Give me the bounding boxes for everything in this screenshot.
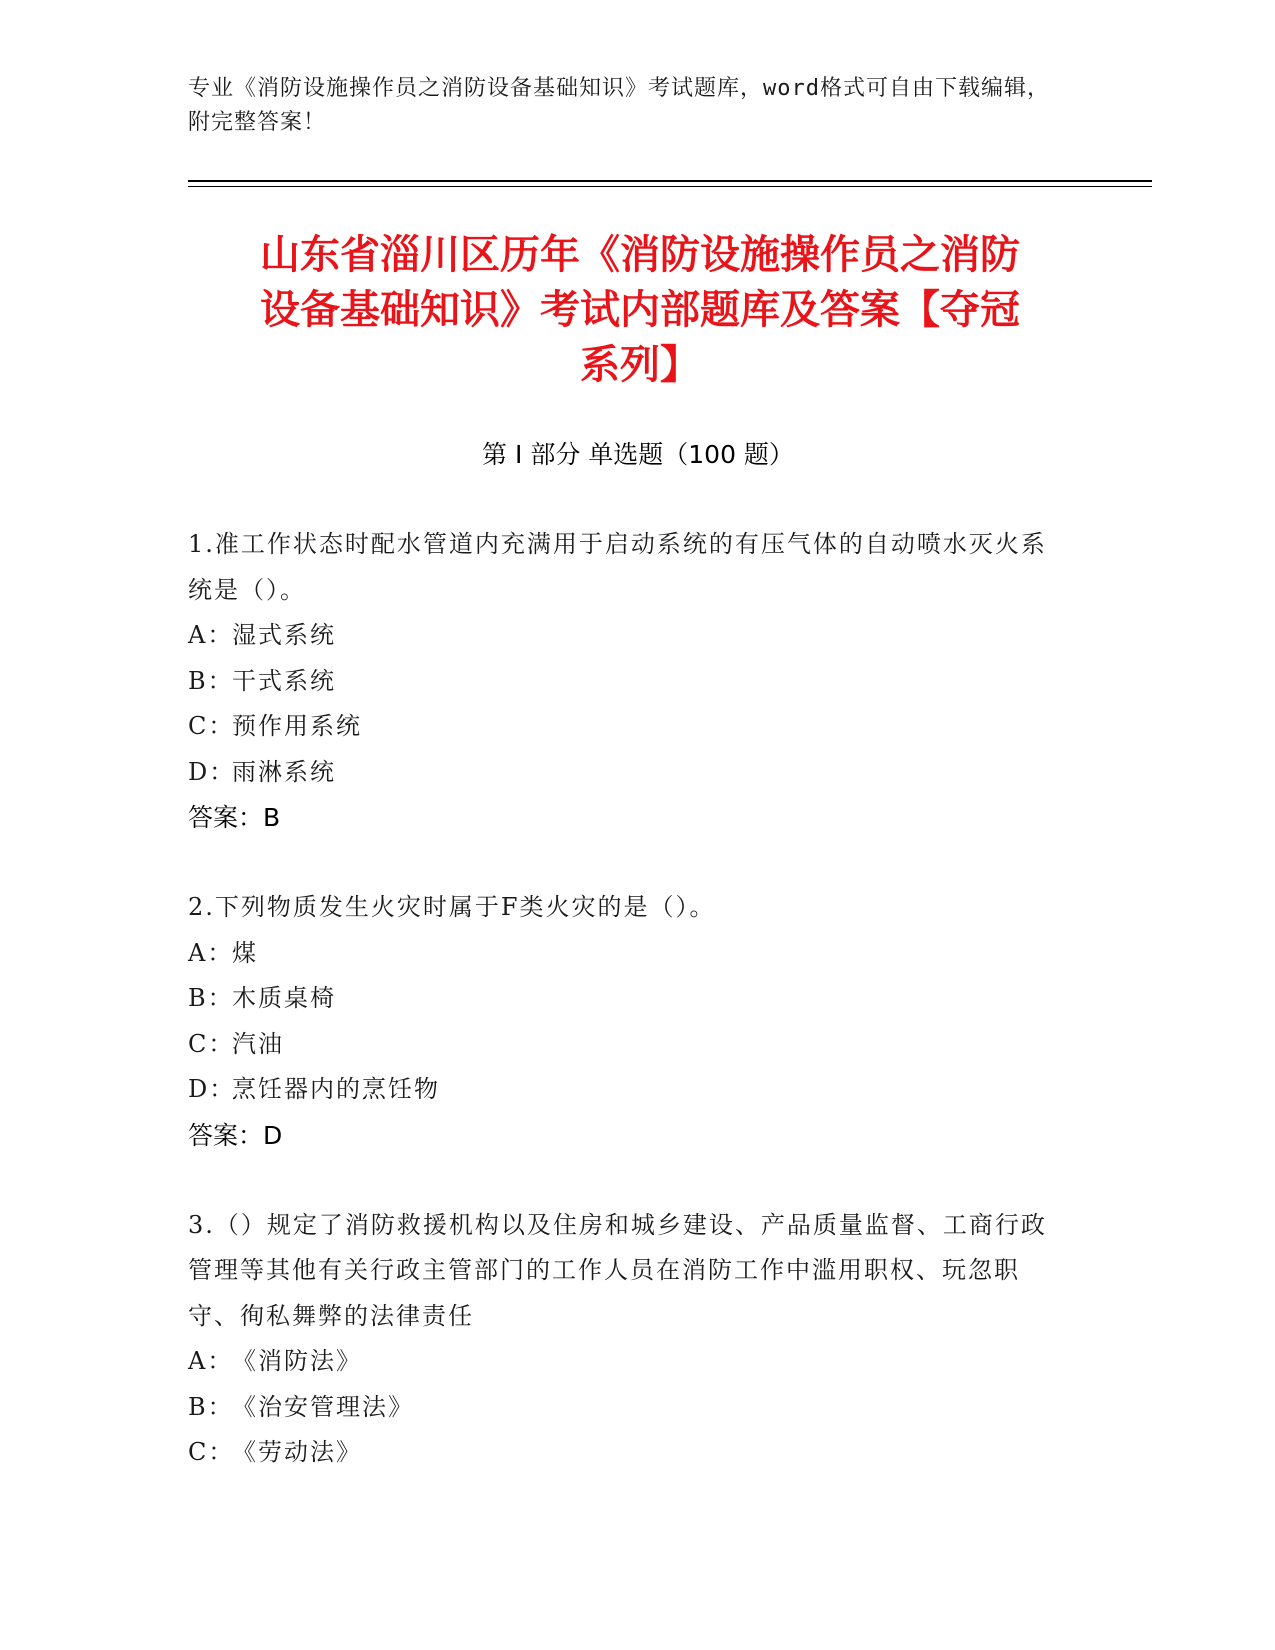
option-c	[188, 1430, 1068, 1476]
question-list	[188, 522, 1068, 1520]
option-text: 木质桌椅	[232, 984, 336, 1012]
question-1	[188, 522, 1068, 841]
question-stem: 1.准工作状态时配水管道内充满用于启动系统的有压气体的自动喷水灭火系统是（）。	[188, 530, 1047, 604]
option-b	[188, 1385, 1068, 1431]
option-d	[188, 1067, 1068, 1113]
answer-line: 答案：B	[188, 803, 281, 832]
document-title	[180, 228, 1100, 393]
option-key: C：	[188, 1029, 235, 1058]
option-text: 《治安管理法》	[232, 1392, 414, 1421]
answer-line: 答案：D	[188, 1120, 283, 1150]
option-text: 《消防法》	[232, 1347, 362, 1375]
option-key: C：	[188, 712, 235, 740]
option-d	[188, 750, 1068, 796]
option-a	[188, 1339, 1068, 1385]
option-text: 干式系统	[232, 666, 336, 695]
option-text: 烹饪器内的烹饪物	[232, 1075, 440, 1103]
option-text: 煤	[232, 938, 258, 967]
option-text: 汽油	[232, 1029, 284, 1058]
option-key: A：	[188, 1347, 234, 1375]
option-c	[188, 1022, 1068, 1068]
header-rule-thin	[188, 186, 1152, 187]
option-b	[188, 659, 1068, 705]
section-heading: 第 I 部分 单选题（100 题）	[482, 440, 794, 469]
question-stem: 3.（）规定了消防救援机构以及住房和城乡建设、产品质量监督、工商行政管理等其他有关行政主管部门的工作人员在消防工作中滥用职权、玩忽职守、徇私舞弊的法律责任	[188, 1210, 1047, 1330]
question-2	[188, 885, 1068, 1159]
option-a	[188, 613, 1068, 659]
option-key: D：	[188, 757, 236, 786]
title-line-1: 山东省淄川区历年《消防设施操作员之消防	[260, 232, 1020, 278]
option-text: 《劳动法》	[232, 1438, 362, 1466]
option-text: 雨淋系统	[232, 757, 336, 786]
title-line-2: 设备基础知识》考试内部题库及答案【夺冠	[260, 287, 1020, 333]
title-line-3: 系列】	[580, 342, 700, 388]
option-text: 预作用系统	[232, 712, 362, 740]
option-b	[188, 976, 1068, 1022]
option-c	[188, 704, 1068, 750]
option-key: A：	[188, 938, 234, 967]
option-key: C：	[188, 1438, 235, 1466]
option-text: 湿式系统	[232, 621, 336, 649]
option-a	[188, 931, 1068, 977]
option-key: A：	[188, 621, 234, 649]
option-key: D：	[188, 1075, 236, 1103]
header-rule-thick	[188, 180, 1152, 182]
option-key: B：	[188, 984, 234, 1012]
question-stem: 2.下列物质发生火灾时属于F类火灾的是（）。	[188, 893, 716, 921]
option-key: B：	[188, 666, 234, 695]
header-note: 专业《消防设施操作员之消防设备基础知识》考试题库，word格式可自由下载编辑，附完整答案！	[188, 76, 1050, 135]
question-3	[188, 1203, 1068, 1476]
option-key: B：	[188, 1392, 234, 1421]
